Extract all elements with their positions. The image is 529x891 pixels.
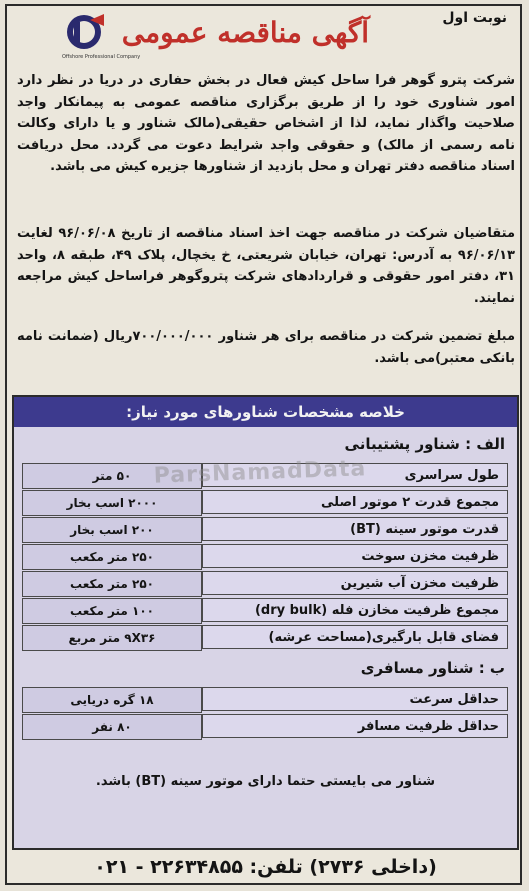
- row-label: حداقل ظرفیت مسافر: [202, 714, 508, 738]
- section-passenger-vessel: ب : شناور مسافری: [360, 659, 505, 677]
- row-value: ۲۰۰ اسب بخار: [22, 517, 202, 543]
- table-row: [22, 490, 510, 516]
- table-row: [22, 598, 510, 624]
- svg-text:Offshore Professional Company: Offshore Professional Company: [62, 54, 141, 60]
- table-row: [22, 687, 510, 713]
- table-row: [22, 625, 510, 651]
- row-value: ۲۵۰ متر مکعب: [22, 544, 202, 570]
- row-label: مجموع قدرت ۲ موتور اصلی: [202, 490, 508, 514]
- contact-phone: (داخلی ۲۷۳۶) تلفن: ۲۲۶۳۴۸۵۵ - ۰۲۱: [94, 856, 437, 878]
- round-label: نوبت اول: [442, 10, 507, 26]
- guarantee-paragraph: مبلغ تضمین شرکت در مناقصه برای هر شناور ۷۰۰/۰۰۰/۰۰۰ریال (ضمانت نامه بانکی معتبر)می باشد.: [17, 329, 515, 366]
- row-label: ظرفیت مخزن آب شیرین: [202, 571, 508, 595]
- row-label: فضای قابل بارگیری(مساحت عرشه): [202, 625, 508, 649]
- row-value: ۲۰۰۰ اسب بخار: [22, 490, 202, 516]
- row-value: ۵۰ متر: [22, 463, 202, 489]
- bt-requirement-note: شناور می بایستی حتما دارای موتور سینه (BT) باشد.: [95, 774, 436, 789]
- row-value: ۱۰۰ متر مکعب: [22, 598, 202, 624]
- row-label: مجموع ظرفیت مخازن فله (dry bulk): [202, 598, 508, 622]
- row-value: ۱۸ گره دریایی: [22, 687, 202, 713]
- watermark: ParsNamadData: [153, 456, 367, 489]
- company-logo: [60, 12, 141, 60]
- row-label: ظرفیت مخزن سوخت: [202, 544, 508, 568]
- page-title: آگهی مناقصه عمومی: [121, 16, 369, 49]
- row-value: ۲۵۰ متر مکعب: [22, 571, 202, 597]
- row-label: طول سراسری: [202, 463, 508, 487]
- intro-paragraph: شرکت پترو گوهر فرا ساحل کیش فعال در بخش حفاری در دریا در نظر دارد امور شناوری خود را از طریق برگزاری مناقصه عمومی به پیمانکار واجد صلاحیت واگذار نماید، لذا از اشخاص حقیقی(مالک شناور و یا دارای وکالت نامه رسمی از مالک) و حقوقی واجد شرایط دعوت می گردد. محل دریافت اسناد مناقصه دفتر تهران و محل بازدید از شناورها جزیره کیش می باشد.: [17, 73, 515, 174]
- row-value: ۸۰ نفر: [22, 714, 202, 740]
- header: [10, 6, 519, 62]
- table-heading: خلاصه مشخصات شناورهای مورد نیاز:: [14, 397, 517, 427]
- row-value: ۹X۳۶ متر مربع: [22, 625, 202, 651]
- documents-paragraph: متقاضیان شرکت در مناقصه جهت اخذ اسناد مناقصه از تاریخ ۹۶/۰۶/۰۸ لغایت ۹۶/۰۶/۱۳ به آدرس: تهران، خیابان شریعتی، خ یخچال، پلاک ۴۹، طبقه ۸، واحد ۳۱، دفتر امور حقوقی و قراردادهای شرکت پتروگوهر فراساحل کیش مراجعه نمایند.: [17, 226, 515, 306]
- table-row: [22, 544, 510, 570]
- row-label: قدرت موتور سینه (BT): [202, 517, 508, 541]
- table-row: [22, 571, 510, 597]
- section-support-vessel: الف : شناور پشتیبانی: [344, 435, 505, 453]
- table-row: [22, 517, 510, 543]
- table-row: [22, 714, 510, 740]
- row-label: حداقل سرعت: [202, 687, 508, 711]
